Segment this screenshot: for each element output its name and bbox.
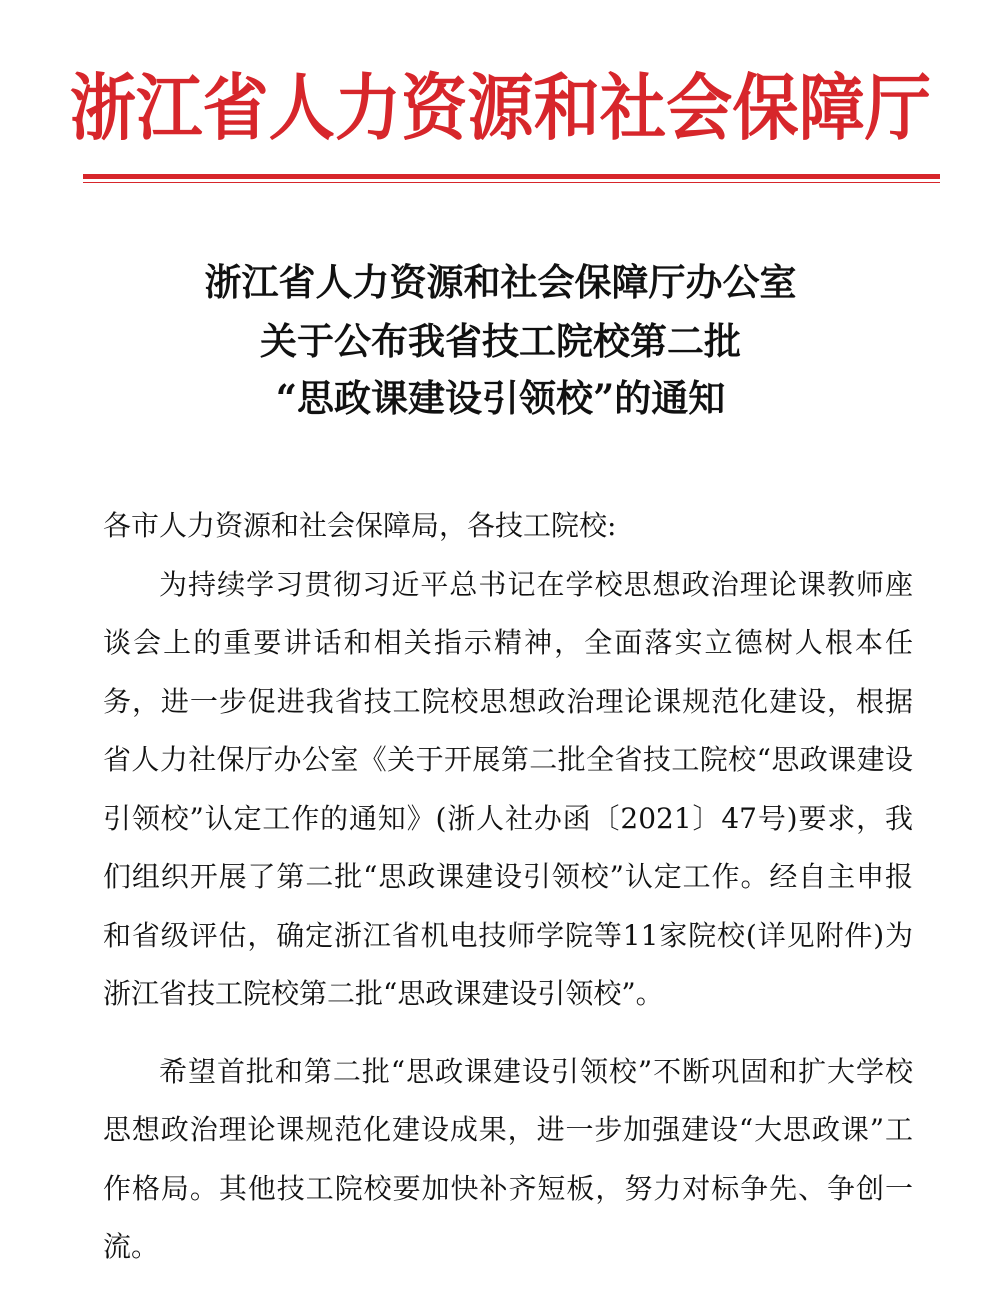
title-line-1: 浙江省人力资源和社会保障厅办公室 bbox=[204, 260, 797, 304]
paragraph-1: 为持续学习贯彻习近平总书记在学校思想政治理论课教师座谈会上的重要讲话和相关指示精神，全面落实立德树人根本任务，进一步促进我省技工院校思想政治理论课规范化建设，根据省人力社保厅办公室《关于开展第二批全省技工院校“思政课建设引领校”认定工作的通知》(浙人社办函〔2021〕47号)要求，我们组织开展了第二批“思政课建设引领校”认定工作。经自主申报和省级评估，确定浙江省机电技师学院等11家院校(详见附件)为浙江省技工院校第二批“思政课建设引领校”。 bbox=[103, 567, 913, 1010]
body-text bbox=[103, 497, 913, 1277]
masthead-rule-thin bbox=[83, 182, 940, 183]
salutation: 各市人力资源和社会保障局，各技工院校: bbox=[103, 509, 617, 542]
masthead-rule-thick bbox=[83, 174, 940, 179]
masthead: 浙江省人力资源和社会保障厅 bbox=[69, 65, 932, 150]
paragraph-2: 希望首批和第二批“思政课建设引领校”不断巩固和扩大学校思想政治理论课规范化建设成果，进一步加强建设“大思政课”工作格局。其他技工院校要加快补齐短板，努力对标争先、争创一流。 bbox=[103, 1054, 913, 1263]
title-line-2: 关于公布我省技工院校第二批 bbox=[260, 319, 741, 363]
title-line-3: “思政课建设引领校”的通知 bbox=[275, 376, 726, 420]
